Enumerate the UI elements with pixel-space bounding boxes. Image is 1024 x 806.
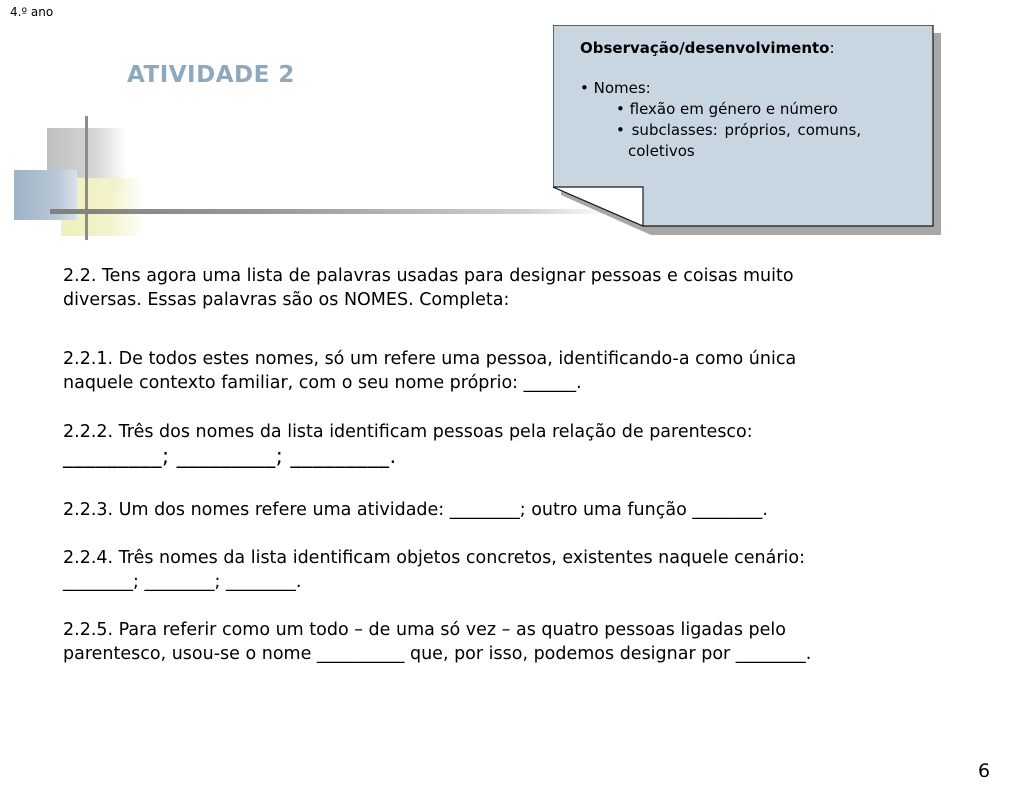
blue-square — [14, 170, 77, 220]
page-number: 6 — [978, 760, 991, 782]
grade-label: 4.º ano — [10, 5, 54, 19]
vertical-rule — [85, 116, 88, 240]
note-subitem-subclasses: • subclasses: próprios, comuns, — [616, 121, 862, 139]
page-title: ATIVIDADE 2 — [127, 62, 295, 88]
note-subitem-coletivos: coletivos — [628, 142, 695, 160]
question-2-2-5: 2.2.5. Para referir como um todo – de uma só vez – as quatro pessoas ligadas pelo parentesco, usou-se o nome __________ que, por isso, podemos designar por ________. — [63, 620, 812, 664]
question-2-2-2: 2.2.2. Três dos nomes da lista identificam pessoas pela relação de parentesco: _________; _________; _________. — [63, 422, 753, 468]
horizontal-rule — [50, 209, 610, 214]
question-2-2-1: 2.2.1. De todos estes nomes, só um refere uma pessoa, identificando-a como única naquele contexto familiar, com o seu nome próprio: ______. — [63, 349, 797, 393]
note-item-nomes: • Nomes: — [580, 79, 651, 97]
gray-square — [47, 128, 127, 192]
note-content — [580, 38, 925, 162]
intro-paragraph: 2.2. Tens agora uma lista de palavras usadas para designar pessoas e coisas muito diversas. Essas palavras são os NOMES. Completa: — [63, 266, 794, 310]
note-subitem-flexao: • flexão em género e número — [616, 100, 838, 118]
note-heading: Observação/desenvolvimento: — [580, 39, 835, 57]
question-2-2-4: 2.2.4. Três nomes da lista identificam objetos concretos, existentes naquele cenário: ________; ________; ________. — [63, 548, 806, 592]
yellow-square — [61, 178, 145, 236]
question-2-2-3: 2.2.3. Um dos nomes refere uma atividade: ________; outro uma função ________. — [63, 500, 768, 520]
